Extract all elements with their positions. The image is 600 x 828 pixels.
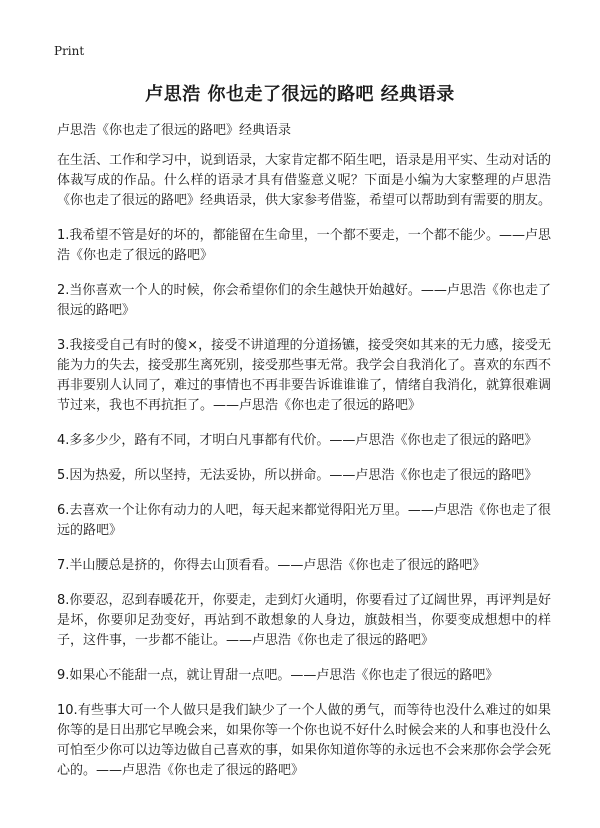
article-body: [57, 121, 551, 796]
quote-item-3: 3.我接受自己有时的傻×，接受不讲道理的分道扬镳，接受突如其来的无力感，接受无能为力的失去，接受那生离死别，接受那些事无常。我学会自我消化了。喜欢的东西不再非要别人认同了，难过的事情也不再非要告诉谁谁谁了，情绪自我消化，就算很难调节过来，我也不再抗拒了。——卢思浩《你也走了很远的路吧》: [57, 338, 552, 413]
print-label[interactable]: Print: [54, 44, 85, 58]
quote-item-8: 8.你要忍，忍到春暖花开，你要走，走到灯火通明，你要看过了辽阔世界，再评判是好是坏，你要卯足劲变好，再站到不敢想象的人身边，旗鼓相当，你要变成想想中的样子，这件事，一步都不能让。——卢思浩《你也走了很远的路吧》: [57, 593, 551, 648]
intro-paragraph: 在生活、工作和学习中，说到语录，大家肯定都不陌生吧，语录是用平实、生动对话的体裁写成的作品。什么样的语录才具有借鉴意义呢？下面是小编为大家整理的卢思浩《你也走了很远的路吧》经典语录，供大家参考借鉴，希望可以帮助到有需要的朋友。: [57, 153, 552, 208]
quote-item-5: 5.因为热爱，所以坚持，无法妥协，所以拼命。——卢思浩《你也走了很远的路吧》: [57, 468, 538, 483]
quote-item-9: 9.如果心不能甜一点，就让胃甜一点吧。——卢思浩《你也走了很远的路吧》: [57, 668, 499, 683]
quote-item-6: 6.去喜欢一个让你有动力的人吧，每天起来都觉得阳光万里。——卢思浩《你也走了很远的路吧》: [57, 503, 551, 538]
quote-item-1: 1.我希望不管是好的坏的，都能留在生命里，一个都不要走，一个都不能少。——卢思浩《你也走了很远的路吧》: [57, 228, 551, 263]
page-title: 卢思浩 你也走了很远的路吧 经典语录: [145, 84, 455, 105]
article-subtitle: 卢思浩《你也走了很远的路吧》经典语录: [57, 123, 292, 138]
quote-item-4: 4.多多少少，路有不同，才明白凡事都有代价。——卢思浩《你也走了很远的路吧》: [57, 433, 538, 448]
quote-item-7: 7.半山腰总是挤的，你得去山顶看看。——卢思浩《你也走了很远的路吧》: [57, 558, 486, 573]
quote-item-10: 10.有些事大可一个人做只是我们缺少了一个人做的勇气，而等待也没什么难过的如果你等的是日出那它早晚会来，如果你等一个你也说不好什么时候会来的人和事也没什么可怕至少你可以边等边做自己喜欢的事，如果你知道你等的永远也不会来那你会学会死心的。——卢思浩《你也走了很远的路吧》: [57, 703, 552, 778]
quote-item-2: 2.当你喜欢一个人的时候，你会希望你们的余生越快开始越好。——卢思浩《你也走了很远的路吧》: [57, 283, 551, 318]
